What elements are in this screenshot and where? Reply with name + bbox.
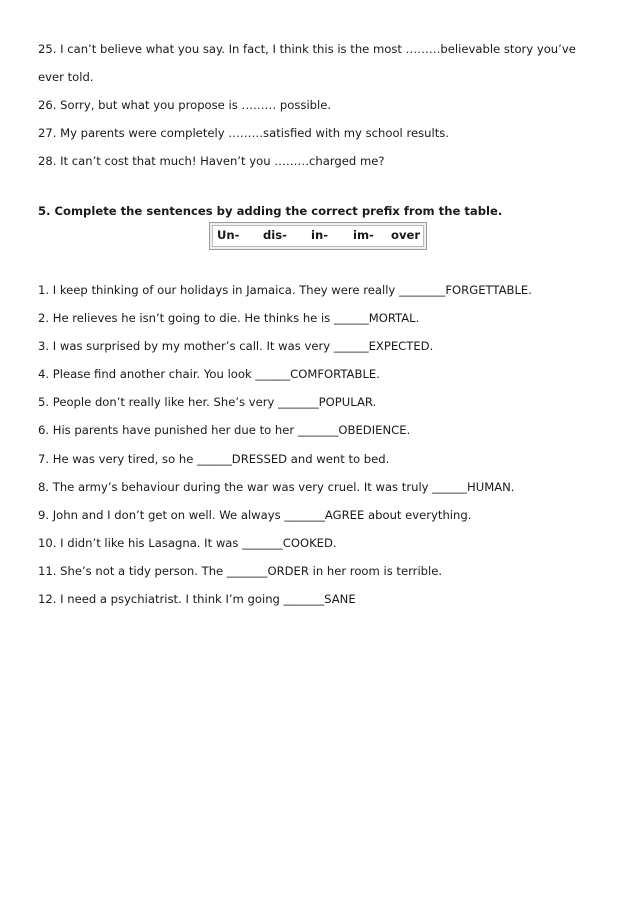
exercise-item-11: 11. She’s not a tidy person. The _______ORDER in her room is terrible. <box>38 563 443 578</box>
prefix-im: im- <box>353 228 374 242</box>
exercise-item-6: 6. His parents have punished her due to her _______OBEDIENCE. <box>38 423 411 438</box>
exercise-item-5: 5. People don’t really like her. She’s very _______POPULAR. <box>38 395 377 410</box>
exercise-item-2: 2. He relieves he isn’t going to die. He thinks he is ______MORTAL. <box>38 311 420 326</box>
prefix-table-row <box>212 225 424 247</box>
prefix-in: in- <box>311 228 329 242</box>
exercise-item-7: 7. He was very tired, so he ______DRESSED and went to bed. <box>38 451 390 466</box>
exercise-item-10: 10. I didn’t like his Lasagna. It was _______COOKED. <box>38 535 337 550</box>
prefix-table <box>209 222 427 250</box>
exercise-item-9: 9. John and I don’t get on well. We always _______AGREE about everything. <box>38 507 472 522</box>
exercise-item-3: 3. I was surprised by my mother’s call. It was very ______EXPECTED. <box>38 339 434 354</box>
exercise-item-8: 8. The army’s behaviour during the war was very cruel. It was truly ______HUMAN. <box>38 479 515 494</box>
worksheet-content <box>38 38 603 616</box>
sentence-28: 28. It can’t cost that much! Haven’t you ………charged me? <box>38 154 385 168</box>
sentence-25-line-1: 25. I can’t believe what you say. In fact, I think this is the most ………believable story you’ve <box>38 42 576 56</box>
exercise-sentences <box>38 279 603 610</box>
prefix-over: over <box>391 228 421 242</box>
prefix-dis: dis- <box>263 228 287 242</box>
section-5-title: 5. Complete the sentences by adding the correct prefix from the table. <box>38 204 503 218</box>
previous-exercise-sentences <box>38 38 603 172</box>
prefix-un: Un- <box>217 228 240 242</box>
exercise-item-4: 4. Please find another chair. You look ______COMFORTABLE. <box>38 367 380 382</box>
sentence-27: 27. My parents were completely ………satisfied with my school results. <box>38 126 449 140</box>
sentence-25-line-2: ever told. <box>38 70 94 84</box>
sentence-26: 26. Sorry, but what you propose is ……… possible. <box>38 98 332 112</box>
exercise-item-12: 12. I need a psychiatrist. I think I’m going _______SANE <box>38 592 356 607</box>
exercise-item-1: 1. I keep thinking of our holidays in Jamaica. They were really ________FORGETTABLE. <box>38 283 532 297</box>
